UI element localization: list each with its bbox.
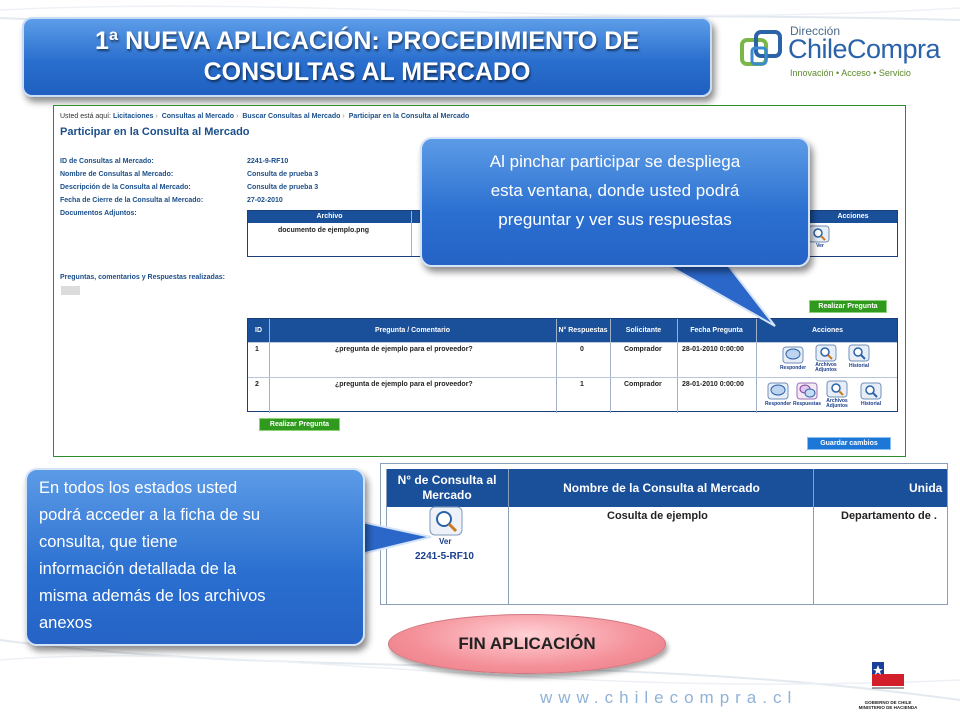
row-fecha: 28-01-2010 0:00:00 [682, 346, 744, 353]
field-value-nombre: Consulta de prueba 3 [247, 171, 319, 178]
realizar-pregunta-button-top[interactable]: Realizar Pregunta [809, 300, 887, 313]
logo-name: ChileCompra [788, 34, 941, 64]
speech-bubble-icon[interactable] [782, 346, 804, 364]
footer-url[interactable]: www.chilecompra.cl [540, 688, 798, 707]
callout-top [420, 137, 810, 267]
field-label-descripcion: Descripción de la Consulta al Mercado: [60, 184, 191, 191]
consulta-list-screenshot [380, 463, 948, 605]
magnifier-icon[interactable] [808, 225, 830, 243]
callout-left-line-2: podrá acceder a la ficha de su [39, 506, 261, 524]
speech-bubbles-icon[interactable] [796, 382, 818, 400]
breadcrumb-buscar[interactable]: Buscar Consultas al Mercado [242, 113, 341, 120]
breadcrumb-participar[interactable]: Participar en la Consulta al Mercado [348, 113, 470, 120]
callout-left-line-1: En todos los estados usted [39, 479, 238, 497]
magnifier-icon[interactable] [826, 380, 848, 398]
callout-left-line-4: información detallada de la [39, 560, 237, 578]
field-value-fecha: 27-02-2010 [247, 197, 283, 204]
logo-tagline: Innovación • Acceso • Servicio [790, 68, 911, 78]
title-banner [22, 17, 712, 97]
gobierno-line-2: MINISTERIO DE HACIENDA [858, 705, 918, 710]
fin-aplicacion-badge: FIN APLICACIÓN [388, 614, 666, 674]
breadcrumb-licitaciones[interactable]: Licitaciones [112, 113, 154, 120]
empty-box [61, 286, 80, 295]
action-label: Respuestas [792, 401, 822, 407]
magnifier-icon[interactable] [815, 344, 837, 362]
action-label: Archivos Adjuntos [826, 398, 848, 409]
logo-direccion: Dirección [790, 24, 841, 38]
row-id: 1 [255, 346, 259, 353]
documents-divider [411, 211, 412, 256]
speech-bubble-icon[interactable] [767, 382, 789, 400]
callout-left-tail [355, 515, 435, 565]
row-pregunta: ¿pregunta de ejemplo para el proveedor? [335, 346, 473, 353]
questions-header-acciones: Acciones [811, 326, 844, 334]
questions-header-id: ID [255, 326, 262, 334]
breadcrumb-prefix: Usted está aquí: [60, 113, 111, 120]
field-label-id: ID de Consultas al Mercado: [60, 158, 154, 165]
questions-table [247, 318, 898, 412]
row-respuestas: 1 [580, 381, 584, 388]
questions-header-solicitante: Solicitante [625, 326, 662, 334]
crop-table-header [386, 469, 948, 507]
row-fecha: 28-01-2010 0:00:00 [682, 381, 744, 388]
callout-left-line-5: misma además de los archivos [39, 587, 266, 605]
consulta-id[interactable]: 2241-5-RF10 [415, 551, 474, 562]
gobierno-line-1: GOBIERNO DE CHILE [864, 700, 912, 705]
callout-left-line-3: consulta, que tiene [39, 533, 178, 551]
callout-left [25, 468, 365, 646]
history-icon[interactable] [860, 382, 882, 400]
field-label-documentos: Documentos Adjuntos: [60, 210, 137, 217]
crop-header-unidad: Unida [909, 480, 943, 495]
chilecompra-logo [740, 24, 941, 82]
row-id: 2 [255, 381, 259, 388]
page-title: Participar en la Consulta al Mercado [60, 126, 250, 138]
documents-ver-label: Ver [816, 243, 824, 249]
questions-header-respuestas: N° Respuestas [558, 326, 608, 334]
field-label-fecha: Fecha de Cierre de la Consulta al Mercado: [60, 197, 204, 204]
crop-divider [508, 469, 509, 605]
table-row [248, 342, 897, 377]
callout-left-line-6: anexos [39, 614, 93, 632]
documents-header-archivo: Archivo [316, 213, 343, 220]
history-icon[interactable] [848, 344, 870, 362]
action-label: Responder [779, 365, 807, 371]
callout-top-line-2: esta ventana, donde usted podrá [490, 181, 740, 200]
field-value-id: 2241-9-RF10 [247, 158, 289, 165]
field-label-nombre: Nombre de Consultas al Mercado: [60, 171, 174, 178]
row-solicitante: Comprador [624, 346, 662, 353]
questions-header-pregunta: Pregunta / Comentario [374, 326, 451, 334]
action-label: Archivos Adjuntos [815, 362, 837, 373]
crop-header-nombre: Nombre de la Consulta al Mercado [563, 480, 760, 495]
ver-label: Ver [439, 537, 452, 546]
realizar-pregunta-button-bottom[interactable]: Realizar Pregunta [259, 418, 340, 431]
row-pregunta: ¿pregunta de ejemplo para el proveedor? [335, 381, 473, 388]
callout-top-line-3: preguntar y ver sus respuestas [498, 210, 732, 229]
row-respuestas: 0 [580, 346, 584, 353]
action-label: Responder [764, 401, 792, 407]
gobierno-text [852, 700, 924, 710]
title-line-1: 1ª NUEVA APLICACIÓN: PROCEDIMIENTO DE [94, 27, 640, 55]
questions-label: Preguntas, comentarios y Respuestas realizadas: [60, 274, 225, 281]
breadcrumb-consultas[interactable]: Consultas al Mercado [161, 113, 235, 120]
breadcrumb: Usted está aquí: Licitaciones › Consultas al Mercado › Buscar Consultas al Mercado › Participar en la Consulta al Mercado [60, 113, 470, 120]
chilecompra-logo-icon [740, 30, 786, 74]
title-line-2: CONSULTAS AL MERCADO [203, 58, 531, 86]
action-label: Historial [860, 401, 881, 407]
documents-archivo-cell: documento de ejemplo.png [278, 227, 370, 234]
field-value-descripcion: Consulta de prueba 3 [247, 184, 319, 191]
row-solicitante: Comprador [624, 381, 662, 388]
crop-divider [813, 469, 814, 605]
consulta-unidad: Departamento de . [841, 510, 937, 522]
consulta-nombre: Cosulta de ejemplo [607, 510, 708, 522]
callout-top-line-1: Al pinchar participar se despliega [489, 152, 741, 171]
action-label: Historial [848, 363, 869, 369]
guardar-cambios-button[interactable]: Guardar cambios [807, 437, 891, 450]
crop-header-numero: N° de Consulta al Mercado [397, 473, 497, 502]
questions-header-fecha: Fecha Pregunta [690, 326, 743, 334]
documents-header-acciones: Acciones [837, 213, 869, 220]
table-row [248, 377, 897, 413]
